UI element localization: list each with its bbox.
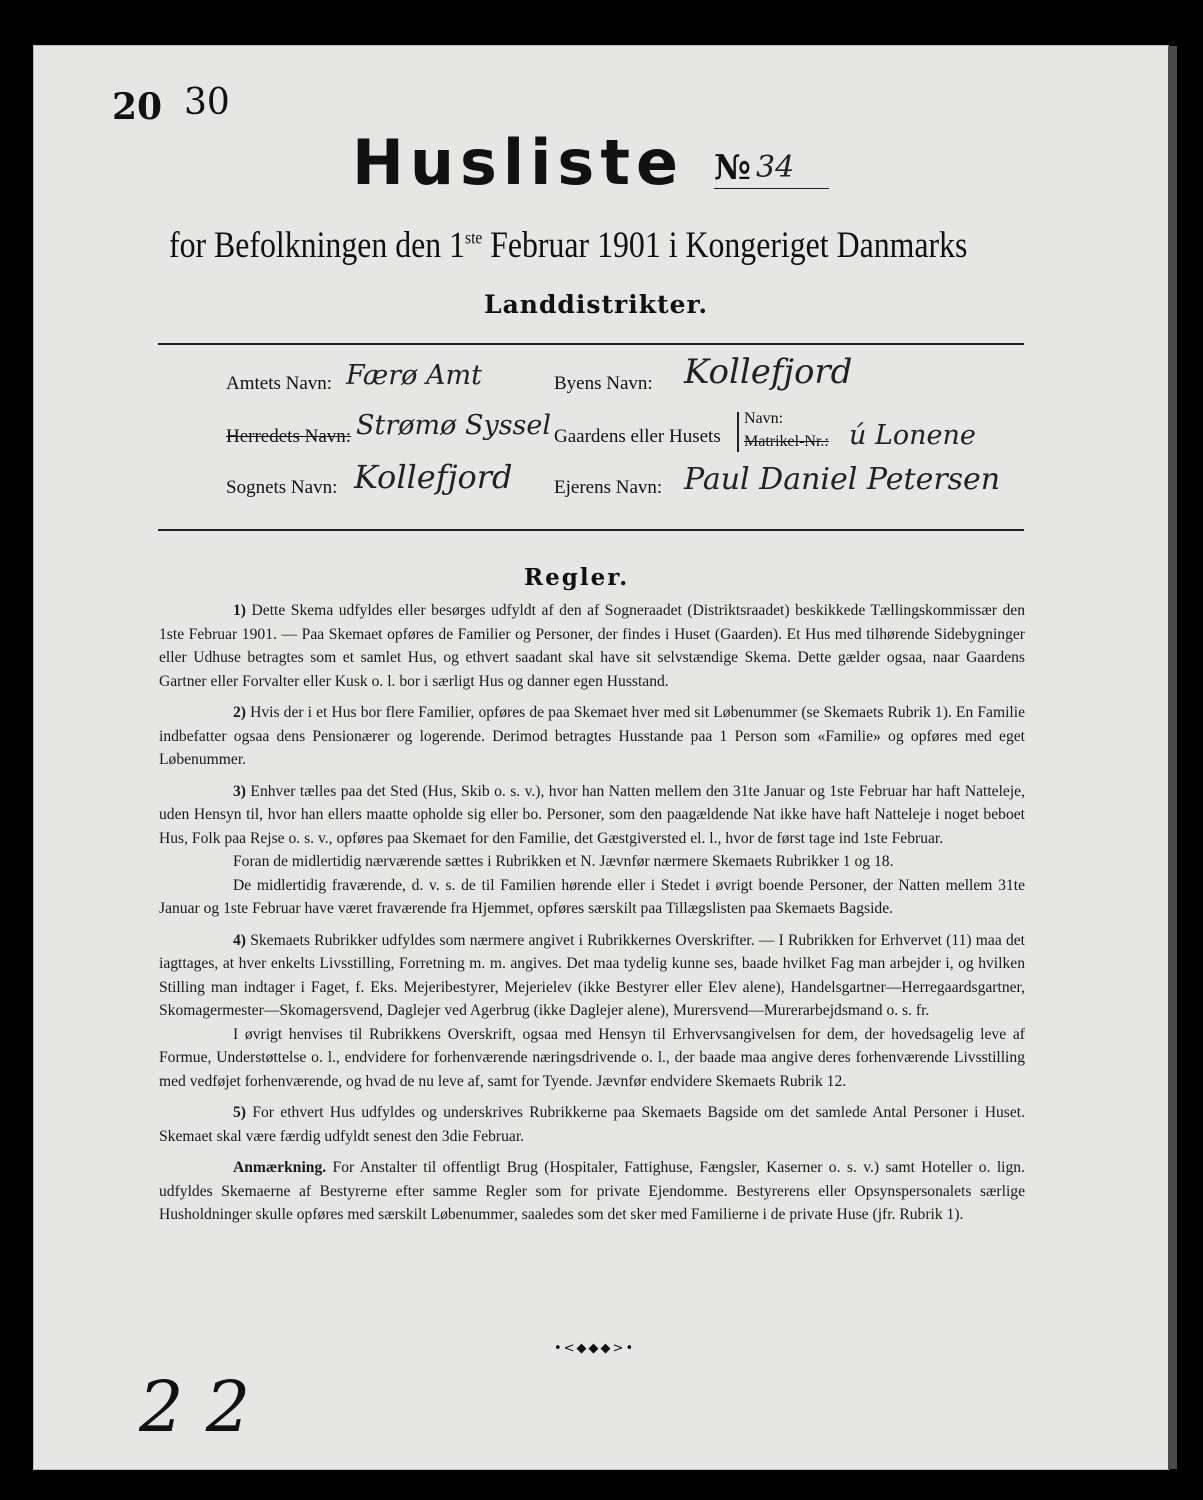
gaard-value: ú Lonene	[849, 420, 976, 451]
ejer-label: Ejerens Navn:	[554, 477, 663, 498]
house-list-number: 34	[756, 150, 795, 185]
form-title: Husliste	[352, 126, 685, 199]
rule-5-number: 5)	[233, 1104, 246, 1121]
amt-value: Færø Amt	[346, 360, 482, 391]
number-prefix: №	[714, 148, 751, 188]
corner-number-right: 30	[184, 82, 230, 123]
number-underline	[714, 188, 829, 189]
rule-1-number: 1)	[233, 602, 246, 619]
page-edge-shadow	[1168, 46, 1177, 1469]
census-form-page	[33, 45, 1169, 1470]
ornament-divider-visible: •<◆◆◆>•	[554, 1341, 636, 1356]
rule-5-text: For ethvert Hus udfyldes og underskrives Rubrikkerne paa Skemaets Bagside om det samlede Antal Personer i Huset. Skemaet skal være færdig udfyldt senest den 3die Februar.	[159, 1104, 1025, 1145]
remark-label: Anmærkning.	[233, 1159, 327, 1176]
rule-3-note-present: Foran de midlertidig nærværende sættes i Rubrikken et N. Jævnfør nærmere Skemaets Rubrikker 1 og 18.	[233, 853, 894, 870]
herred-value: Strømø Syssel	[356, 410, 552, 441]
subtitle-superscript: ste	[465, 227, 483, 248]
rule-3-note-absent: De midlertidig fraværende, d. v. s. de til Familien hørende eller i Stedet i øvrigt boende Personer, der Natten mellem 31te Januar og 1ste Februar have været fraværende fra Hjemmet, opføres særskilt paa Tillægslisten paa Skemaets Bagside.	[159, 876, 1025, 917]
form-subtitle	[169, 224, 967, 267]
rule-4-text: Skemaets Rubrikker udfyldes som nærmere angivet i Rubrikkernes Overskrifter. — I Rubrikken for Erhvervet (11) maa det iagttages, at hver enkelts Livsstilling, Forretning m. m. angives. Det maa tydelig kunne ses, baade hvilket Fag man arbejder i, og hvilken Stilling man indtager i Faget, f. Eks. Mejeribestyrer, Mejerielev (ikke Bestyrer eller Elev alene), Handelsgartner—Herregaardsgartner, Skomagermester—Skomagersvend, Daglejer ved Agerbrug (ikke Daglejer alene), Murersvend—Murerarbejdsmand o. s. fr.	[159, 931, 1025, 1019]
sogn-value: Kollefjord	[354, 458, 513, 496]
gaard-matrikel-label: Matrikel-Nr.:	[744, 433, 829, 450]
corner-number-left: 20	[112, 86, 163, 128]
rules-text	[159, 599, 1025, 1227]
sogn-label: Sognets Navn:	[226, 477, 338, 498]
herred-label: Herredets Navn:	[226, 426, 352, 447]
rule-2-text: Hvis der i et Hus bor flere Familier, opføres de paa Skemaet hver med sit Løbenummer (se Skemaets Rubrik 1). En Familie indbefatter ogsaa dens Pensionærer og logerende. Derimod betragtes Husstande paa 1 Person som «Familie» og opføres med eget Løbenummer.	[159, 704, 1025, 768]
amt-label: Amtets Navn:	[226, 373, 333, 394]
by-value: Kollefjord	[684, 352, 853, 392]
gaard-bracket	[737, 412, 739, 452]
by-label: Byens Navn:	[554, 373, 653, 394]
rule-3-number: 3)	[233, 782, 246, 800]
rule-4-note: I øvrigt henvises til Rubrikkens Overskrift, ogsaa med Hensyn til Erhvervsangivelsen for dem, der hovedsagelig leve af Formue, Understøttelse o. l., endvidere for forhenværende næringsdrivende o. l., der baade maa angive deres forhenværende Livsstilling med vedføjet forhenværende, og hvad de nu leve af, samt for Tyende. Jævnfør endvidere Skemaets Rubrik 12.	[159, 1025, 1025, 1090]
remark-text: For Anstalter til offentligt Brug (Hospitaler, Fattighuse, Fængsler, Kaserner o. s. v.) samt Hoteller o. lign. udfyldes Skemaerne af Bestyrerne efter samme Regler som for private Ejendomme. Bestyrerens eller Opsynspersonalets særlige Husholdninger skulle opføres med særskilt Løbenummer, saaledes som det sker med Familierne i de private Huse (jfr. Rubrik 1).	[159, 1159, 1025, 1223]
rules-heading: Regler.	[524, 564, 630, 591]
gaard-label: Gaardens eller Husets	[554, 426, 721, 447]
rule-2-number: 2)	[233, 704, 246, 721]
district-heading: Landdistrikter.	[484, 290, 709, 319]
bottom-rule	[158, 529, 1024, 531]
bottom-handwritten-number: 2 2	[139, 1366, 251, 1448]
rule-1-text: Dette Skema udfyldes eller besørges udfyldt af den af Sogneraadet (Distriktsraadet) beskikkede Tællingskommissær den 1ste Februar 1901. — Paa Skemaet opføres de Familier og Personer, der findes i Huset (Gaarden). Et Hus med tilhørende Sidebygninger eller Udhuse betragtes som et samlet Hus, og ethvert saadant skal have sit selvstændige Skema. Dette gælder ogsaa, naar Gaardens Gartner eller Forvalter eller Kusk o. l. bor i særligt Hus og danner egen Husstand.	[159, 602, 1025, 690]
subtitle-text-end: Februar 1901 i Kongeriget Danmarks	[482, 225, 968, 266]
subtitle-text-start: for Befolkningen den 1	[169, 225, 466, 266]
rule-4-number: 4)	[233, 931, 246, 949]
ejer-value: Paul Daniel Petersen	[684, 462, 1001, 497]
top-rule	[158, 343, 1024, 345]
rule-3-text: Enhver tælles paa det Sted (Hus, Skib o. s. v.), hvor han Natten mellem den 31te Januar og 1ste Februar har haft Natteleje, uden Hensyn til, hvor han ellers maatte opholde sig eller bo. Personer, som den paagældende Nat ikke have haft Natteleje i noget beboet Hus, Folk paa Rejse o. s. v., opføres paa Skemaet for den Familie, det Gæstgiversted el. l., hvor de først tage ind 1ste Februar.	[159, 782, 1025, 847]
gaard-navn-label: Navn:	[744, 410, 784, 427]
